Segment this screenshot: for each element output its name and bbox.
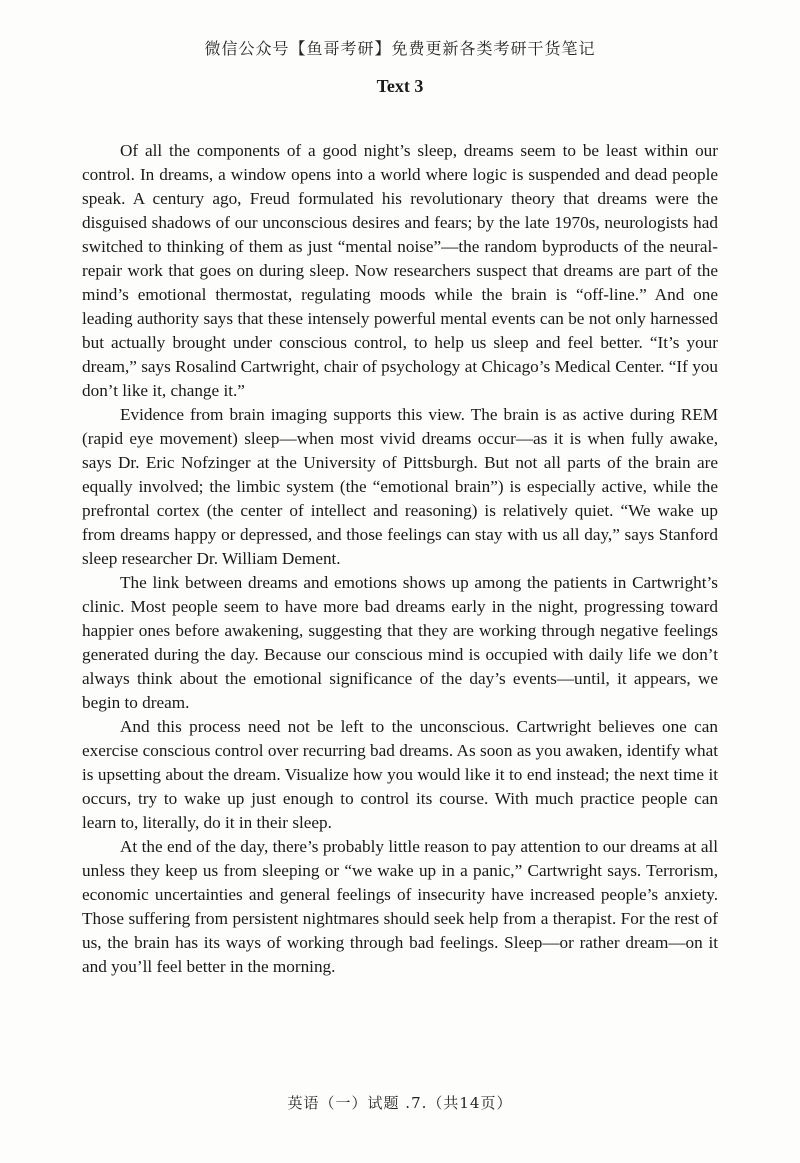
passage-body [82,139,718,979]
paragraph-1: Of all the components of a good night’s sleep, dreams seem to be least within our control. In dreams, a window opens into a world where logic is suspended and dead people speak. A century ago, Freud formulated his revolutionary theory that dreams were the disguised shadows of our unconscious desires and fears; by the late 1970s, neurologists had switched to thinking of them as just “mental noise”—the random byproducts of the neural-repair work that goes on during sleep. Now researchers suspect that dreams are part of the mind’s emotional thermostat, regulating moods while the brain is “off-line.” And one leading authority says that these intensely powerful mental events can be not only harnessed but actually brought under conscious control, to help us sleep and feel better. “It’s your dream,” says Rosalind Cartwright, chair of psychology at Chicago’s Medical Center. “If you don’t like it, change it.” [82,141,718,400]
paragraph-3: The link between dreams and emotions shows up among the patients in Cartwright’s clinic. Most people seem to have more bad dreams early in the night, progressing toward happier ones before awakening, suggesting that they are working through negative feelings generated during the day. Because our conscious mind is occupied with daily life we don’t always think about the emotional significance of the day’s events—until, it appears, we begin to dream. [82,573,718,712]
watermark-header: 微信公众号【鱼哥考研】免费更新各类考研干货笔记 [204,39,596,58]
paragraph-4: And this process need not be left to the unconscious. Cartwright believes one can exercise conscious control over recurring bad dreams. As soon as you awaken, identify what is upsetting about the dream. Visualize how you would like it to end instead; the next time it occurs, try to wake up just enough to control its course. With much practice people can learn to, literally, do it in their sleep. [82,717,718,832]
page-footer: 英语（一）试题 .7.（共14页） [287,1094,513,1112]
paragraph-2: Evidence from brain imaging supports this view. The brain is as active during REM (rapid eye movement) sleep—when most vivid dreams occur—as it is when fully awake, says Dr. Eric Nofzinger at the University of Pittsburgh. But not all parts of the brain are equally involved; the limbic system (the “emotional brain”) is especially active, while the prefrontal cortex (the center of intellect and reasoning) is relatively quiet. “We wake up from dreams happy or depressed, and those feelings can stay with us all day,” says Stanford sleep researcher Dr. William Dement. [82,405,718,568]
paragraph-5: At the end of the day, there’s probably little reason to pay attention to our dreams at all unless they keep us from sleeping or “we wake up in a panic,” Cartwright says. Terrorism, economic uncertainties and general feelings of insecurity have increased people’s anxiety. Those suffering from persistent nightmares should seek help from a therapist. For the rest of us, the brain has its ways of working through bad feelings. Sleep—or rather dream—on it and you’ll feel better in the morning. [82,837,718,976]
section-title: Text 3 [376,76,424,96]
